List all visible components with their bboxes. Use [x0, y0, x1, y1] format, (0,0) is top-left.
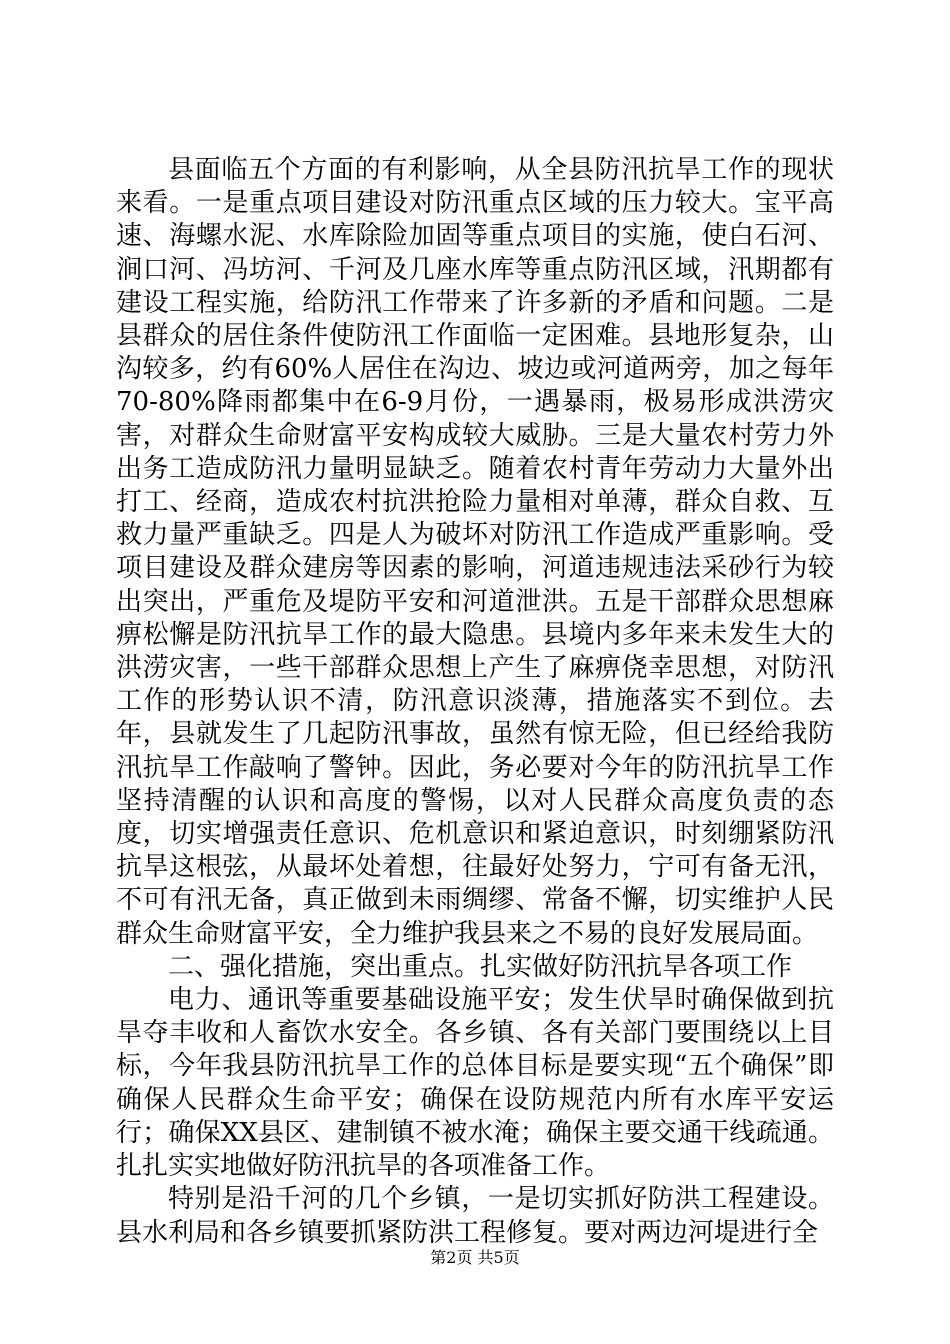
page-footer: 第2页 共5页	[430, 1248, 520, 1267]
body-paragraph-2: 电力、通讯等重要基础设施平安；发生伏旱时确保做到抗旱夺丰收和人畜饮水安全。各乡镇、各有关部门要围绕以上目标，今年我县防汛抗旱工作的总体目标是要实现“五个确保”即确保人民群众生命平安；确保在设防规范内所有水库平安运行；确保XX县区、建制镇不被水淹；确保主要交通干线疏通。扎扎实实地做好防汛抗旱的各项准备工作。	[116, 985, 834, 1182]
section-heading: 二、强化措施，突出重点。扎实做好防汛抗旱各项工作	[168, 951, 793, 982]
body-paragraph-3: 特别是沿千河的几个乡镇，一是切实抓好防洪工程建设。县水利局和各乡镇要抓紧防洪工程修复。要对两边河堤进行全	[116, 1184, 834, 1248]
body-paragraph-1: 县面临五个方面的有利影响，从全县防汛抗旱工作的现状来看。一是重点项目建设对防汛重点区域的压力较大。宝平高速、海螺水泥、水库除险加固等重点项目的实施，使白石河、涧口河、冯坊河、千河及几座水库等重点防汛区域，汛期都有建设工程实施，给防汛工作带来了许多新的矛盾和问题。二是县群众的居住条件使防汛工作面临一定困难。县地形复杂，山沟较多，约有60%人居住在沟边、坡边或河道两旁，加之每年70-80%降雨都集中在6-9月份，一遇暴雨，极易形成洪涝灾害，对群众生命财富平安构成较大威胁。三是大量农村劳力外出务工造成防汛力量明显缺乏。随着农村青年劳动力大量外出打工、经商，造成农村抗洪抢险力量相对单薄，群众自救、互救力量严重缺乏。四是人为破坏对防汛工作造成严重影响。受项目建设及群众建房等因素的影响，河道违规违法采砂行为较出突出，严重危及堤防平安和河道泄洪。五是干部群众思想麻痹松懈是防汛抗旱工作的最大隐患。县境内多年来未发生大的洪涝灾害，一些干部群众思想上产生了麻痹侥幸思想，对防汛工作的形势认识不清，防汛意识淡薄，措施落实不到位。去年，县就发生了几起防汛事故，虽然有惊无险，但已经给我防汛抗旱工作敲响了警钟。因此，务必要对今年的防汛抗旱工作坚持清醒的认识和高度的警惕，以对人民群众高度负责的态度，切实增强责任意识、危机意识和紧迫意识，时刻绷紧防汛抗旱这根弦，从最坏处着想，往最好处努力，宁可有备无汛，不可有汛无备，真正做到未雨绸缪、常备不懈，切实维护人民群众生命财富平安，全力维护我县来之不易的良好发展局面。	[116, 155, 834, 949]
document-page	[116, 154, 834, 1250]
